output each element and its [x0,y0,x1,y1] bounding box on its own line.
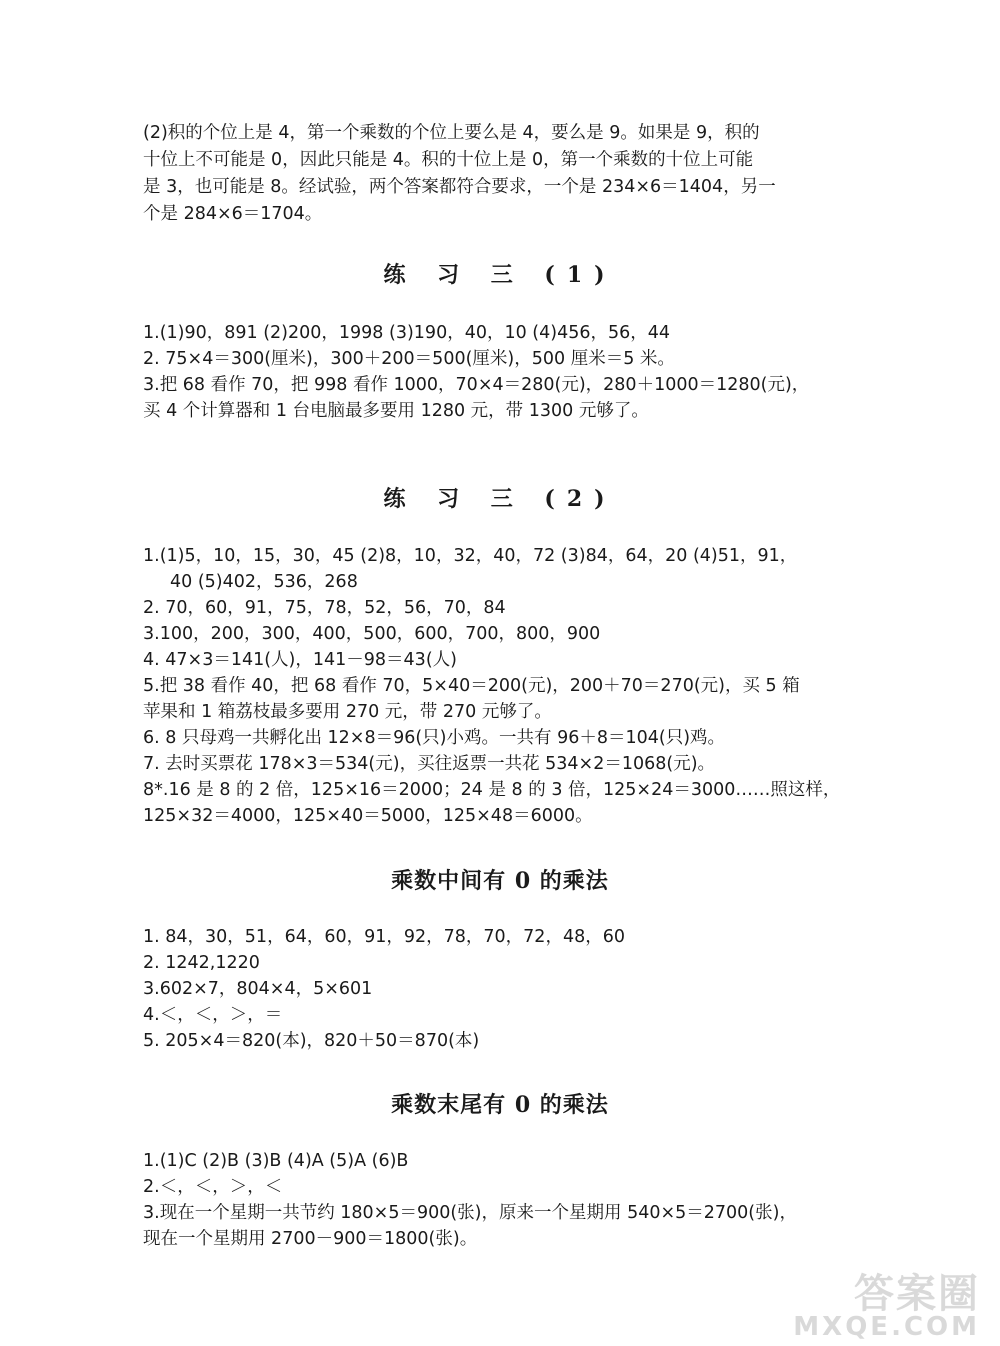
section-title: 练 习 三 (1) [383,262,617,288]
section-title: 乘数末尾有 0 的乘法 [391,1092,609,1118]
answer-line: 5.把 38 看作 40，把 68 看作 70，5×40＝200(元)，200＋70＝270(元)，买 5 箱 [143,676,800,696]
answer-line: 1.(1)C (2)B (3)B (4)A (5)A (6)B [143,1151,409,1171]
intro-line: 十位上不可能是 0，因此只能是 4。积的十位上是 0，第一个乘数的十位上可能 [143,150,754,170]
answer-line: 3.把 68 看作 70，把 998 看作 1000，70×4＝280(元)，280＋1000＝1280(元)， [143,375,810,395]
answer-line: 3.现在一个星期一共节约 180×5＝900(张)，原来一个星期用 540×5＝2700(张)， [143,1203,797,1223]
answer-line: 2. 1242,1220 [143,953,260,973]
intro-line: (2)积的个位上是 4，第一个乘数的个位上要么是 4，要么是 9。如果是 9，积的 [143,123,760,143]
answer-line: 40 (5)402，536，268 [170,572,358,592]
answer-line: 8*.16 是 8 的 2 倍，125×16＝2000；24 是 8 的 3 倍，125×24＝3000……照这样， [143,780,841,800]
answer-line: 3.602×7，804×4，5×601 [143,979,373,999]
section-title: 练 习 三 (2) [383,486,617,512]
answer-line: 125×32＝4000，125×40＝5000，125×48＝6000。 [143,806,593,826]
answer-line: 2.＜，＜，＞，＜ [143,1177,283,1197]
answer-line: 现在一个星期用 2700－900＝1800(张)。 [143,1229,478,1249]
answer-line: 买 4 个计算器和 1 台电脑最多要用 1280 元，带 1300 元够了。 [143,401,649,421]
watermark-title: 答案圈 [854,1271,980,1317]
answer-line: 5. 205×4＝820(本)，820＋50＝870(本) [143,1031,480,1051]
intro-line: 个是 284×6＝1704。 [143,204,323,224]
answer-line: 4. 47×3＝141(人)，141－98＝43(人) [143,650,457,670]
answer-line: 7. 去时买票花 178×3＝534(元)，买往返票一共花 534×2＝1068(元)。 [143,754,716,774]
answer-line: 1. 84，30，51，64，60，91，92，78，70，72，48，60 [143,927,625,947]
answer-line: 3.100，200，300，400，500，600，700，800，900 [143,624,601,644]
section-title: 乘数中间有 0 的乘法 [391,868,609,894]
answer-line: 1.(1)5，10，15，30，45 (2)8，10，32，40，72 (3)84，64，20 (4)51，91， [143,546,798,566]
answer-line: 4.＜，＜，＞，＝ [143,1005,283,1025]
watermark-url: MXQE.COM [793,1312,980,1342]
intro-line: 是 3，也可能是 8。经试验，两个答案都符合要求，一个是 234×6＝1404，另一 [143,177,776,197]
answer-line: 1.(1)90，891 (2)200，1998 (3)190，40，10 (4)456，56，44 [143,323,671,343]
watermark-logo [790,1262,980,1342]
answer-line: 2. 70，60，91，75，78，52，56，70，84 [143,598,506,618]
answer-line: 6. 8 只母鸡一共孵化出 12×8＝96(只)小鸡。一共有 96＋8＝104(只)鸡。 [143,728,726,748]
answer-line: 苹果和 1 箱荔枝最多要用 270 元，带 270 元够了。 [143,702,552,722]
answer-line: 2. 75×4＝300(厘米)，300＋200＝500(厘米)，500 厘米＝5 米。 [143,349,675,369]
